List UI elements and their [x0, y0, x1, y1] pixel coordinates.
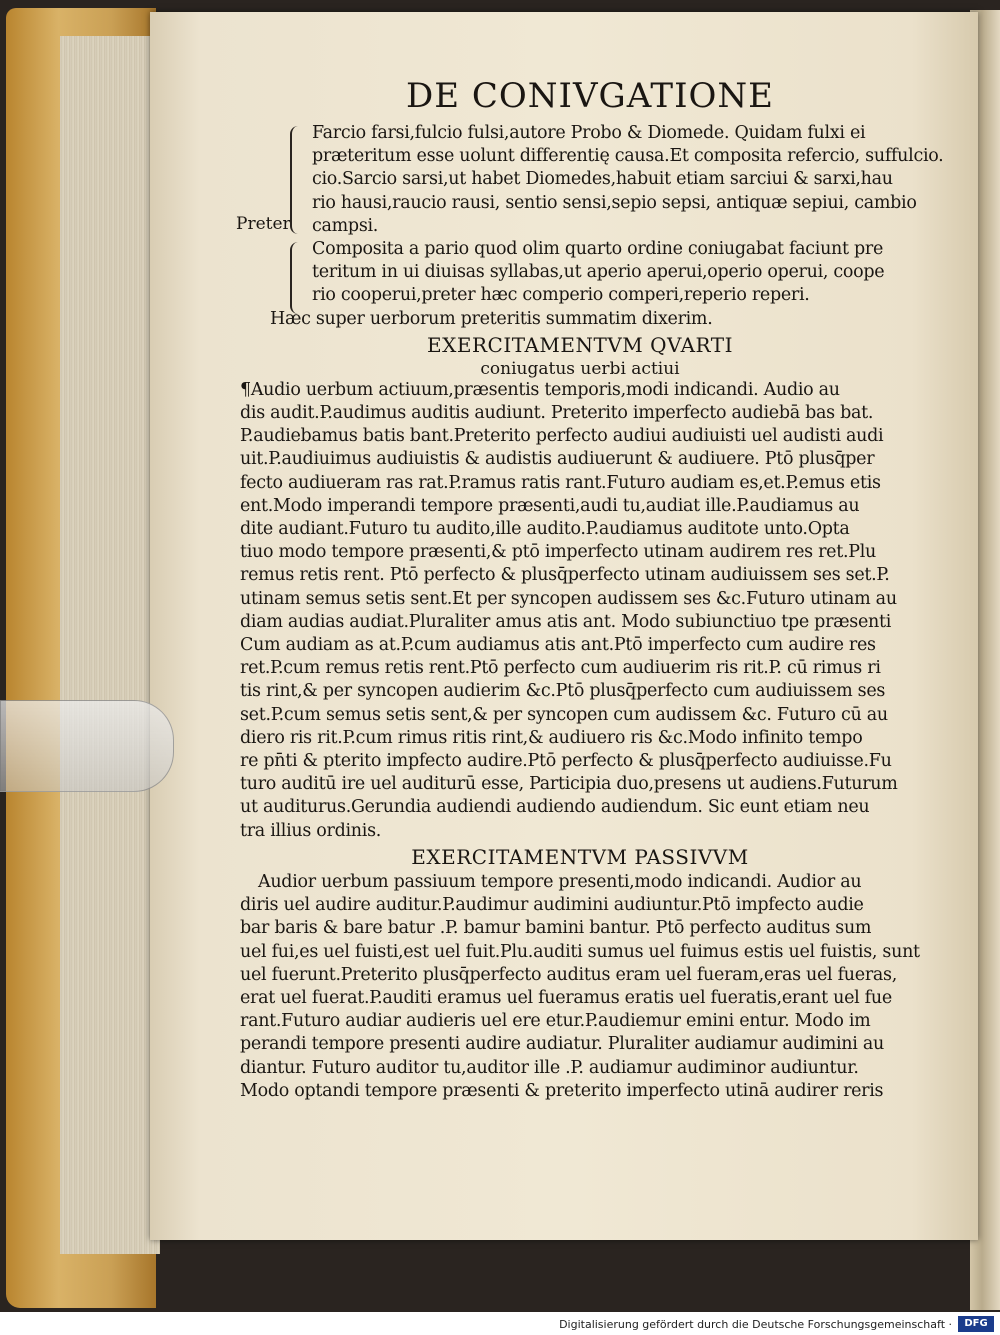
page-title: DE CONIVGATIONE	[406, 76, 774, 116]
text-line: ¶Audio uerbum actiuum,præsentis temporis,modi indicandi. Audio au	[240, 379, 840, 400]
text-line: uel fui,es uel fuisti,est uel fuit.Plu.auditi sumus uel fuimus estis uel fuistis, sunt	[240, 941, 920, 962]
footer-bar	[0, 1313, 1000, 1335]
text-line: campsi.	[312, 215, 379, 236]
page-text-block	[236, 70, 944, 1103]
text-line: tis rint,& per syncopen audierim &c.Ptō plusq̄perfecto cum audiuissem ses	[240, 681, 886, 702]
text-line: bar baris & bare batur .P. bamur bamini bantur. Ptō perfecto auditus sum	[240, 918, 872, 939]
section-subheading: coniugatus uerbi actiui	[480, 358, 680, 379]
text-line: Cum audiam as at.P.cum audiamus atis ant.Ptō imperfecto cum audire res	[240, 635, 876, 656]
page-clip-bookmark	[0, 700, 174, 792]
text-line: præteritum esse uolunt differentię causa.Et composita refercio, suffulcio.	[312, 146, 944, 167]
brace-lower	[290, 242, 306, 314]
text-line: ent.Modo imperandi tempore præsenti,audi tu,audiat ille.P.audiamus au	[240, 495, 860, 516]
text-line: teritum in ui diuisas syllabas,ut aperio aperui,operio operui, coope	[312, 262, 885, 283]
text-line: diantur. Futuro auditor tu,auditor ille .P. audiamur audiminor audiuntur.	[240, 1057, 859, 1078]
passive-paragraph	[240, 871, 920, 1103]
text-line: ut auditurus.Gerundia audiendi audiendo audiendum. Sic eunt etiam neu	[240, 797, 870, 818]
text-line: diam audias audiat.Pluraliter amus atis ant. Modo subiunctiuo tpe præsenti	[240, 611, 892, 632]
text-line: tra illius ordinis.	[240, 820, 382, 841]
text-line: tiuo modo tempore præsenti,& ptō imperfecto utinam audirem res ret.Plu	[240, 542, 876, 563]
text-line: perandi tempore presenti audire audiatur. Pluraliter audiamur audimini au	[240, 1034, 884, 1055]
text-line: ret.P.cum remus retis rent.Ptō perfecto cum audiuerim ris rit.P. cū rimus ri	[240, 658, 881, 679]
text-line: Audior uerbum passiuum tempore presenti,modo indicandi. Audior au	[258, 871, 862, 892]
text-line: set.P.cum semus setis sent,& per syncopen cum audissem &c. Futuro cū au	[240, 704, 888, 725]
text-line: cio.Sarcio sarsi,ut habet Diomedes,habuit etiam sarciui & sarxi,hau	[312, 169, 893, 190]
text-line: Farcio farsi,fulcio fulsi,autore Probo & Diomede. Quidam fulxi ei	[312, 123, 866, 143]
text-line: utinam semus setis sent.Et per syncopen audissem ses &c.Futuro utinam au	[240, 588, 897, 609]
text-line: fecto audiueram ras rat.P.ramus ratis rant.Futuro audiam es,et.P.emus etis	[240, 472, 881, 493]
text-line: turo auditū ire uel auditurū esse, Participia duo,presens ut audiens.Futurum	[240, 774, 898, 795]
text-line: dite audiant.Futuro tu audito,ille audito.P.audiamus auditote unto.Opta	[240, 519, 850, 540]
text-line: Modo optandi tempore præsenti & preterito imperfecto utinā audirer reris	[240, 1080, 884, 1101]
dfg-logo: DFG	[958, 1316, 994, 1332]
text-line: dis audit.P.audimus auditis audiunt. Preterito imperfecto audiebā bas bat.	[240, 403, 874, 424]
text-line: rio cooperui,preter hæc comperio comperi,reperio reperi.	[312, 285, 810, 306]
footer-credit: Digitalisierung gefördert durch die Deutsche Forschungsgemeinschaft ·	[559, 1318, 952, 1331]
text-line: uel fuerunt.Preterito plusq̄perfecto auditus eram uel fueram,eras uel fueras,	[240, 964, 897, 985]
top-paragraph	[236, 122, 944, 331]
section-heading-active: EXERCITAMENTVM QVARTI	[427, 332, 733, 357]
brace-upper	[290, 126, 306, 234]
margin-note: Preter	[236, 214, 291, 234]
text-line: rant.Futuro audiar audieris uel ere etur.P.audiemur emini entur. Modo im	[240, 1011, 871, 1032]
section-heading-passive: EXERCITAMENTVM PASSIVVM	[411, 844, 749, 869]
text-line: Hæc super uerborum preteritis summatim dixerim.	[270, 308, 713, 329]
text-line: P.audiebamus batis bant.Preterito perfecto audiui audiuisti uel audisti audi	[240, 426, 884, 447]
page-stack-edges	[60, 36, 160, 1254]
text-line: re pn̄ti & pterito impfecto audire.Ptō perfecto & plusq̄perfecto audiuisse.Fu	[240, 751, 892, 772]
text-line: Composita a pario quod olim quarto ordine coniugabat faciunt pre	[312, 239, 884, 260]
text-line: diero ris rit.P.cum rimus ritis rint,& audiuero ris &c.Modo infinito tempo	[240, 727, 863, 748]
text-line: remus retis rent. Ptō perfecto & plusq̄perfecto utinam audiuissem ses set.P.	[240, 565, 890, 586]
text-line: erat uel fuerat.P.auditi eramus uel fueramus eratis uel fueratis,erant uel fue	[240, 987, 892, 1008]
text-line: uit.P.audiuimus audiuistis & audistis audiuerunt & audiuere. Ptō plusq̄per	[240, 449, 875, 470]
active-paragraph	[240, 379, 920, 843]
text-line: rio hausi,raucio rausi, sentio sensi,sepio sepsi, antiquæ sepiui, cambio	[312, 192, 917, 213]
text-line: diris uel audire auditur.P.audimur audimini audiuntur.Ptō impfecto audie	[240, 895, 864, 916]
